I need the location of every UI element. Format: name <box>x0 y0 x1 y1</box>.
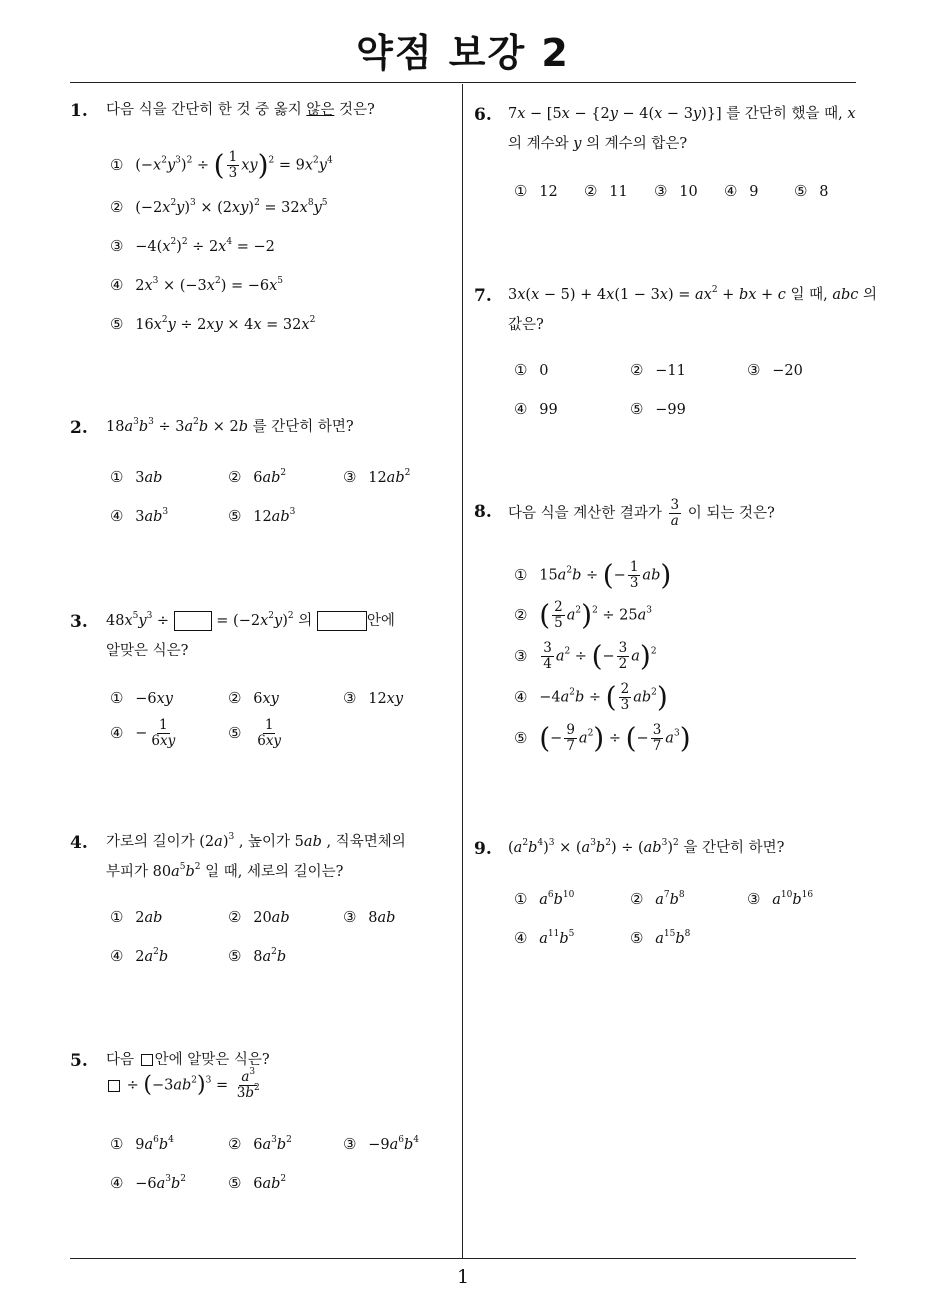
q4-option-2[interactable]: ② 20ab <box>228 908 290 926</box>
q4-option-1[interactable]: ① 2ab <box>110 908 163 926</box>
q7-option-3[interactable]: ③ −20 <box>747 361 803 379</box>
question-number: 1. <box>70 101 88 121</box>
q6-option-1[interactable]: ① 12 <box>514 182 558 200</box>
answer-box <box>317 611 367 631</box>
blank-square <box>108 1080 120 1092</box>
q8-option-1[interactable]: ① $15a^2b$ ÷ (− $\frac{1}{3}$ ab) <box>514 558 672 592</box>
question-text: 다음 안에 알맞은 식은? <box>106 1052 270 1068</box>
answer-box <box>174 611 212 631</box>
q6-option-5[interactable]: ⑤ 8 <box>794 182 829 200</box>
question-number: 7. <box>474 286 492 306</box>
q3-option-1[interactable]: ① −6xy <box>110 689 173 707</box>
q2-option-3[interactable]: ③ $12ab^2$ <box>343 468 411 486</box>
q2-option-4[interactable]: ④ $3ab^3$ <box>110 507 169 525</box>
page-title: 약점 보강 2 <box>356 31 570 75</box>
q9-option-3[interactable]: ③ $a^{10}b^{16}$ <box>747 890 814 908</box>
q2-option-1[interactable]: ① 3ab <box>110 468 163 486</box>
q2-option-5[interactable]: ⑤ $12ab^3$ <box>228 507 296 525</box>
question-text: 가로의 길이가 $(2a)^3$ , 높이가 5ab , 직육면체의 부피가 $80a^5b^2$ 일 때, 세로의 길이는? <box>106 832 406 880</box>
question-number: 9. <box>474 839 492 859</box>
question-text: 다음 식을 간단히 한 것 중 옳지 않은 것은? <box>106 102 375 118</box>
q7-option-1[interactable]: ① 0 <box>514 361 549 379</box>
q5-option-1[interactable]: ① $9a^6b^4$ <box>110 1135 174 1153</box>
q6-option-4[interactable]: ④ 9 <box>724 182 759 200</box>
q9-option-5[interactable]: ⑤ $a^{15}b^8$ <box>630 929 691 947</box>
q7-option-2[interactable]: ② −11 <box>630 361 686 379</box>
q9-option-4[interactable]: ④ $a^{11}b^5$ <box>514 929 575 947</box>
question-text: 다음 식을 계산한 결과가 $\frac{3}{a}$ 이 되는 것은? <box>508 497 775 529</box>
q1-option-5[interactable]: ⑤ $16x^2y \div 2xy \times 4x = 32x^2$ <box>110 315 316 333</box>
question-text: $48x^5y^3$ ÷ = $(-2x^2y)^2$ 의 안에 알맞은 식은? <box>106 611 395 659</box>
q1-option-3[interactable]: ③ $-4(x^2)^2 \div 2x^4 = -2$ <box>110 237 275 255</box>
footer-rule <box>70 1258 856 1259</box>
q8-option-3[interactable]: ③ $\frac{3}{4}$ $a^2$ ÷ (− $\frac{3}{2}$ a)$^2$ <box>514 639 657 673</box>
q3-option-5[interactable]: ⑤ $\frac{1}{6xy}$ <box>228 717 282 749</box>
q8-option-4[interactable]: ④ $-4a^2b$ ÷ ( $\frac{2}{3}$ $ab^2$) <box>514 680 668 714</box>
blank-square <box>141 1054 153 1066</box>
question-number: 5. <box>70 1051 88 1071</box>
q1-option-4[interactable]: ④ $2x^3 \times (-3x^2) = -6x^5$ <box>110 276 284 294</box>
q2-option-2[interactable]: ② $6ab^2$ <box>228 468 287 486</box>
question-text: 7x − [5x − {2y − 4(x − 3y)}] 를 간단히 했을 때, x 의 계수와 y 의 계수의 합은? <box>508 106 856 152</box>
q6-option-2[interactable]: ② 11 <box>584 182 628 200</box>
column-divider <box>462 84 463 1258</box>
q3-option-4[interactable]: ④ − $\frac{1}{6xy}$ <box>110 717 176 749</box>
q5-expression: ÷ $(-3ab^2)^3$ = $\frac{a^3}{3b^2}$ <box>106 1070 264 1101</box>
page-number: 1 <box>456 1266 470 1288</box>
q3-option-2[interactable]: ② 6xy <box>228 689 279 707</box>
q5-option-5[interactable]: ⑤ $6ab^2$ <box>228 1174 287 1192</box>
question-number: 4. <box>70 833 88 853</box>
q7-option-4[interactable]: ④ 99 <box>514 400 558 418</box>
q5-option-4[interactable]: ④ $-6a^3b^2$ <box>110 1174 187 1192</box>
question-text: $18a^3b^3 \div 3a^2b \times 2b$ 를 간단히 하면? <box>106 417 354 435</box>
q9-option-1[interactable]: ① $a^6b^{10}$ <box>514 890 575 908</box>
q1-option-1[interactable]: ① $(-x^2y^3)^2$ ÷ ( $\frac{1}{3}$ $xy)^2 = 9x^2y^4$ <box>110 148 333 182</box>
q7-option-5[interactable]: ⑤ −99 <box>630 400 686 418</box>
question-text: $3x(x - 5) + 4x(1 - 3x) = ax^2$ + bx + c 일 때, abc 의 값은? <box>508 285 878 333</box>
q8-option-5[interactable]: ⑤ (− $\frac{9}{7}$ $a^2$) ÷ (− $\frac{3}{7}$ $a^3$) <box>514 721 691 755</box>
q3-option-3[interactable]: ③ 12xy <box>343 689 404 707</box>
question-number: 8. <box>474 502 492 522</box>
q4-option-4[interactable]: ④ $2a^2b$ <box>110 947 169 965</box>
question-text: $(a^2b^4)^3 \times (a^3b^2) \div (ab^3)^2$ 을 간단히 하면? <box>508 838 785 856</box>
question-number: 2. <box>70 418 88 438</box>
q6-option-3[interactable]: ③ 10 <box>654 182 698 200</box>
q9-option-2[interactable]: ② $a^7b^8$ <box>630 890 685 908</box>
q8-option-2[interactable]: ② ( $\frac{2}{5}$ $a^2)^2 \div 25a^3$ <box>514 598 653 632</box>
q1-option-2[interactable]: ② $(-2x^2y)^3 \times (2xy)^2 = 32x^8y^5$ <box>110 198 328 216</box>
q5-option-3[interactable]: ③ $-9a^6b^4$ <box>343 1135 420 1153</box>
q4-option-5[interactable]: ⑤ $8a^2b$ <box>228 947 287 965</box>
question-number: 3. <box>70 612 88 632</box>
q4-option-3[interactable]: ③ 8ab <box>343 908 396 926</box>
q5-option-2[interactable]: ② $6a^3b^2$ <box>228 1135 292 1153</box>
question-number: 6. <box>474 105 492 125</box>
header-rule <box>70 82 856 83</box>
